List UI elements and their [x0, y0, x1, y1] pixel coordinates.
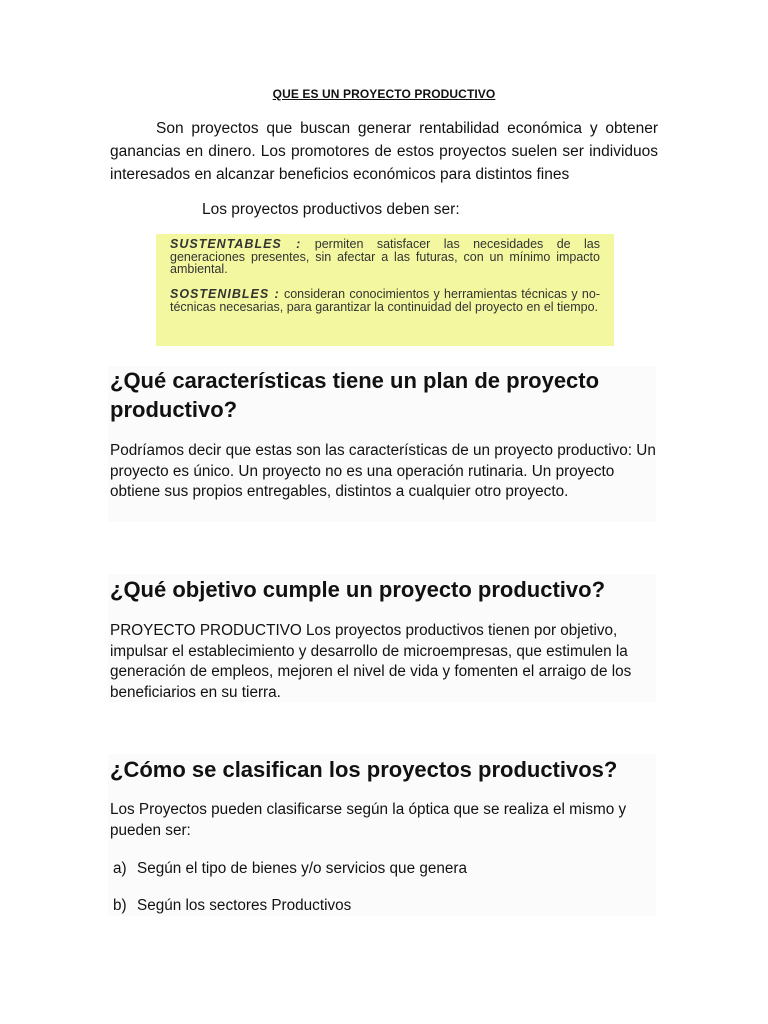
- sustentables-text: permiten satisfacer las necesidades de las generaciones presentes, sin afectar a las futuras, con un mínimo impacto ambiental.: [170, 237, 600, 277]
- section1-heading: ¿Qué características tiene un plan de proyecto productivo?: [110, 368, 600, 422]
- sostenibles-text: consideran conocimientos y herramientas técnicas y no-técnicas necesarias, para garantizar la continuidad del proyecto en el tiempo.: [170, 287, 601, 314]
- sustentables-term: SUSTENTABLES :: [170, 237, 302, 251]
- sustentables-definition: [170, 238, 600, 276]
- section3-heading: ¿Cómo se clasifican los proyectos productivos?: [110, 757, 618, 782]
- list-item-text: Según el tipo de bienes y/o servicios que genera: [137, 860, 467, 877]
- section3-body: Los Proyectos pueden clasificarse según la óptica que se realiza el mismo y pueden ser:: [110, 801, 627, 839]
- sostenibles-definition: [170, 288, 600, 313]
- intro-paragraph: Son proyectos que buscan generar rentabilidad económica y obtener ganancias en dinero. Los promotores de estos proyectos suelen ser individuos interesados en alcanzar beneficios económicos para distintos fines: [110, 120, 658, 183]
- must-be-line: Los proyectos productivos deben ser:: [202, 201, 460, 218]
- list-marker: a): [113, 860, 127, 877]
- list-item-text: Según los sectores Productivos: [137, 897, 352, 914]
- section2-body: PROYECTO PRODUCTIVO Los proyectos productivos tienen por objetivo, impulsar el establecimiento y desarrollo de microempresas, que estimulen la generación de empleos, mejoren el nivel de vida y fomenten el arraigo de los beneficiarios en su tierra.: [110, 622, 632, 701]
- list-item-b: [113, 896, 351, 916]
- section1-body: Podríamos decir que estas son las características de un proyecto productivo: Un proyecto es único. Un proyecto no es una operación rutinaria. Un proyecto obtiene sus propios entregables, distintos a cualquier otro proyecto.: [110, 442, 656, 500]
- list-item-a: [113, 859, 467, 879]
- section2-heading: ¿Qué objetivo cumple un proyecto productivo?: [110, 577, 606, 602]
- document-title: QUE ES UN PROYECTO PRODUCTIVO: [272, 87, 496, 101]
- highlight-box: [156, 234, 614, 346]
- list-marker: b): [113, 897, 127, 914]
- sostenibles-term: SOSTENIBLES :: [170, 287, 280, 302]
